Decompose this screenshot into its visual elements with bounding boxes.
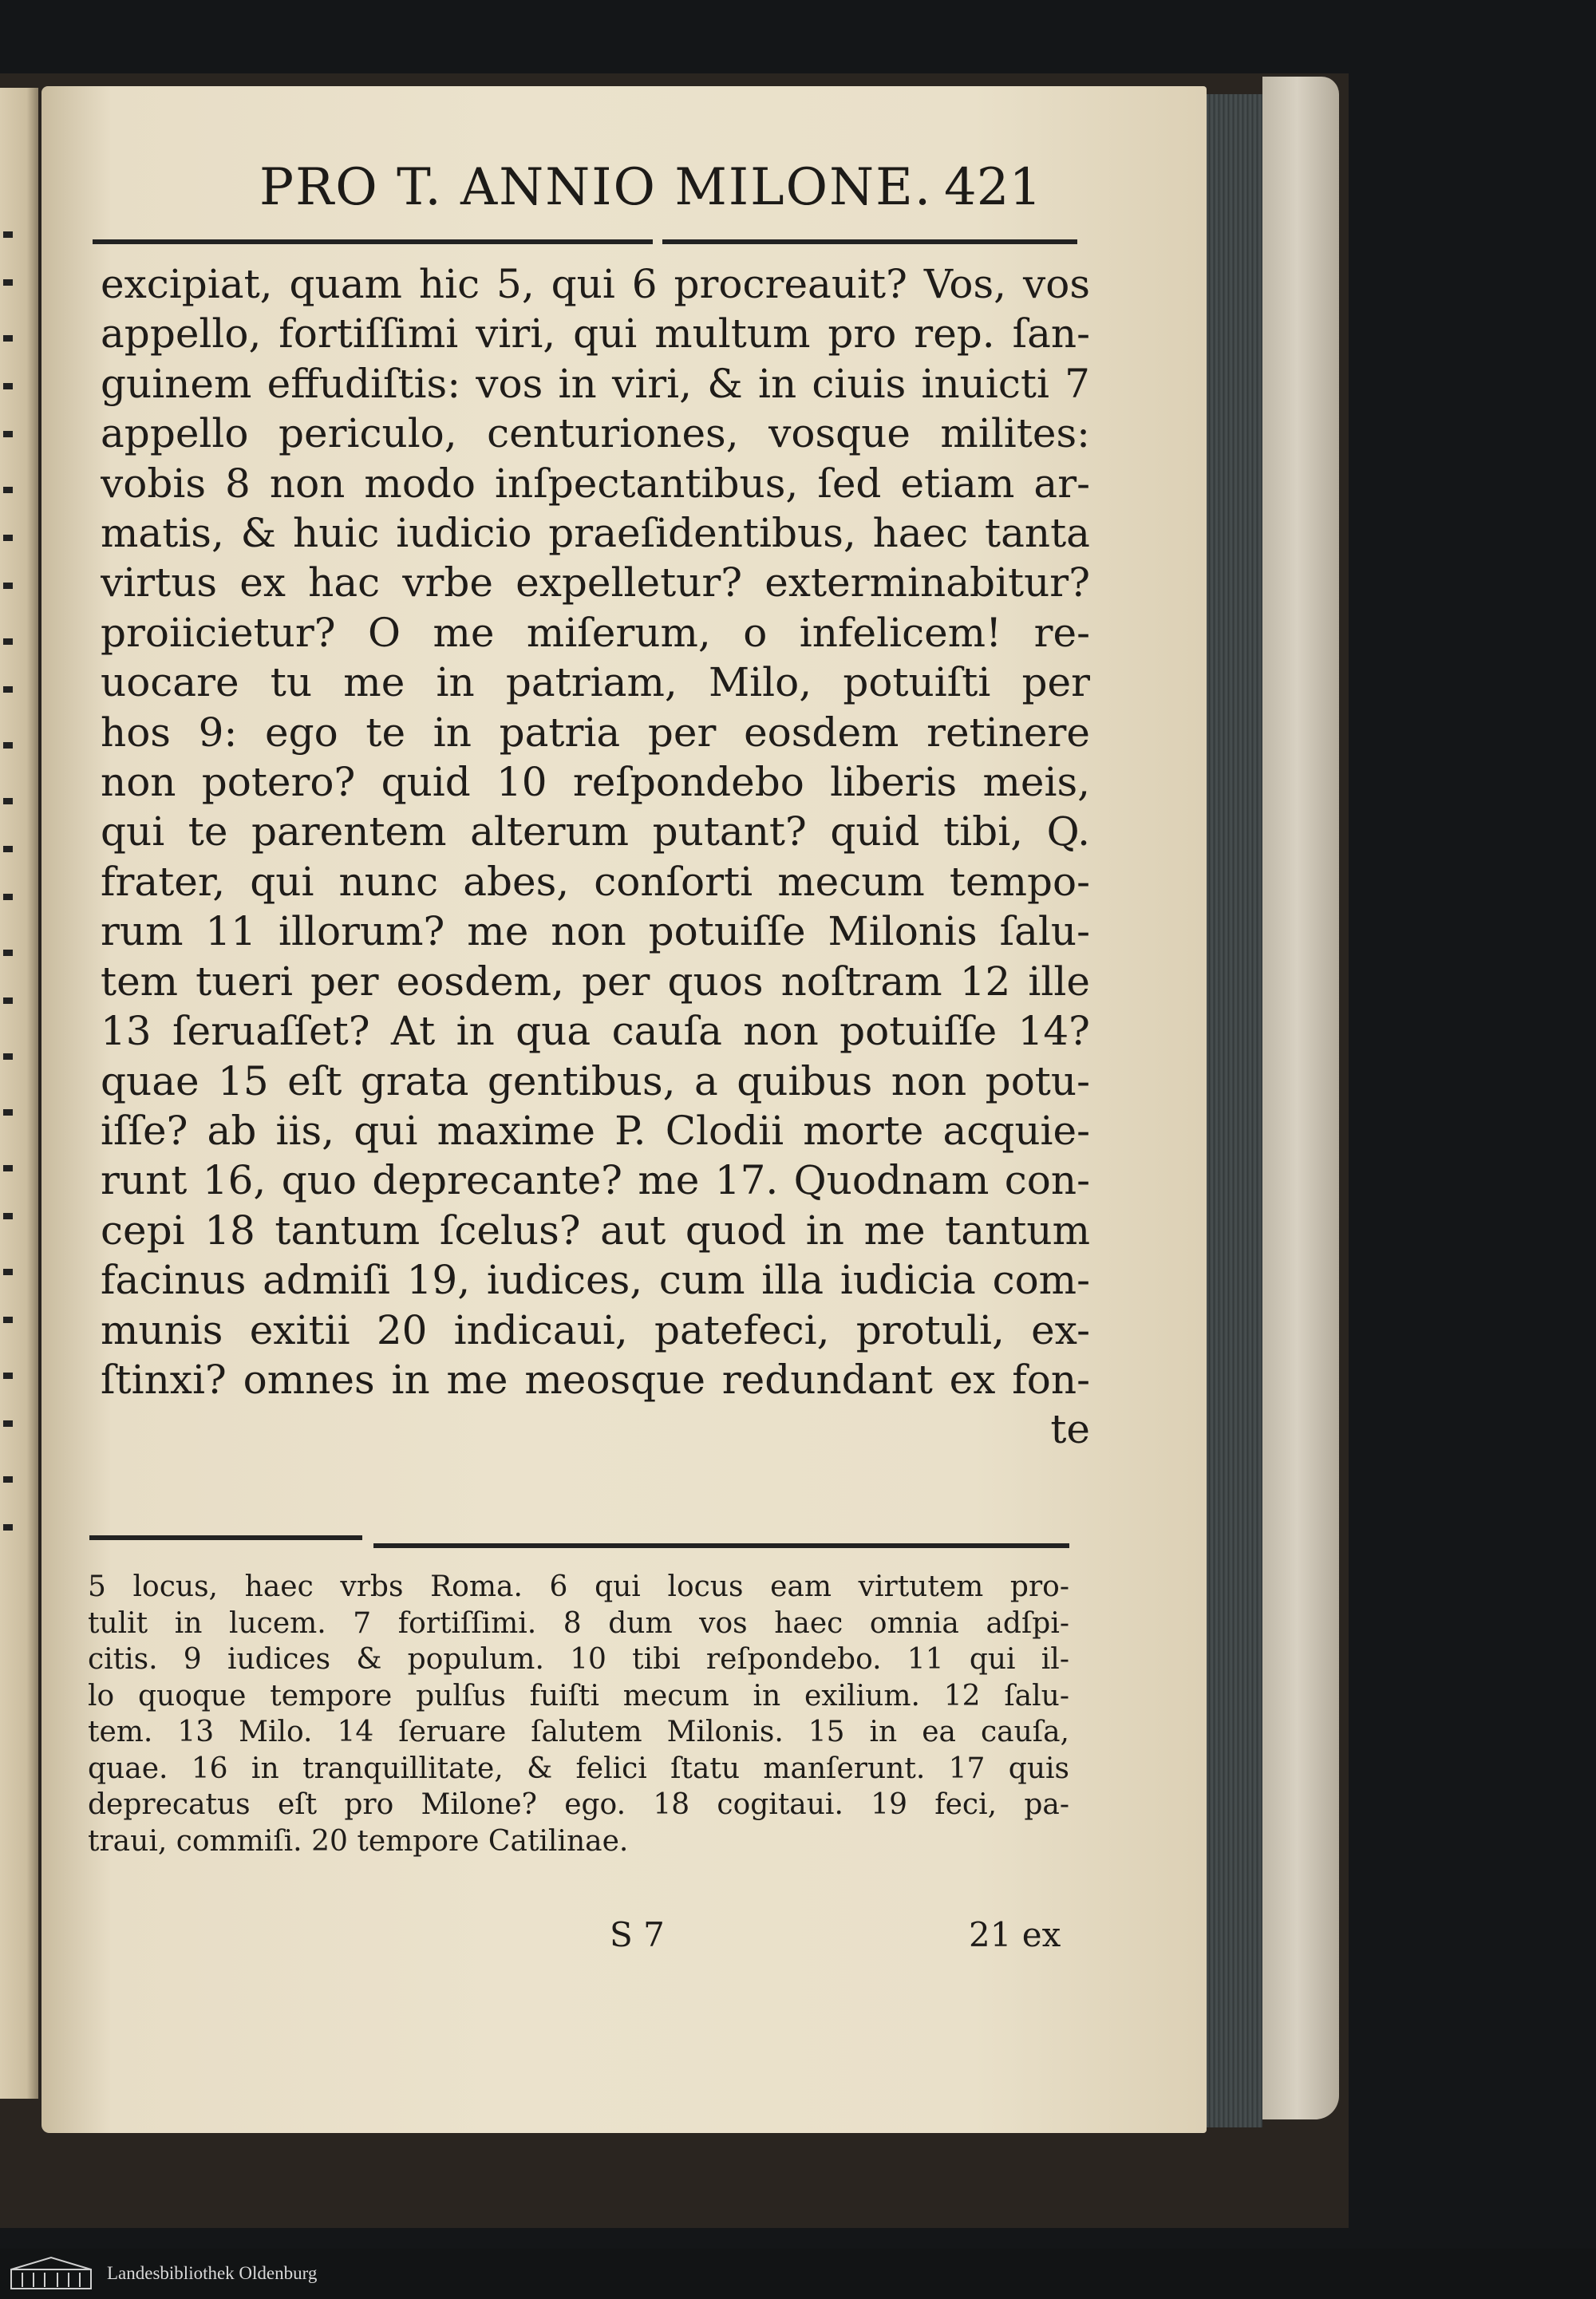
text-line: rum 11 illorum? me non potuiſſe Milonis ſalu- — [101, 908, 1090, 955]
catchword: 21 ex — [969, 1915, 1061, 1954]
library-name: Landesbibliothek Oldenburg — [107, 2263, 318, 2283]
footnote-line: lo quoque tempore pulſus fuiſti mecum in exilium. 12 ſalu- — [88, 1679, 1069, 1712]
text-line: ſtinxi? omnes in me meosque redundant ex fon- — [101, 1356, 1090, 1403]
text-line: munis exitii 20 indicaui, patefeci, protuli, ex- — [101, 1306, 1090, 1353]
footnote-rule-right — [373, 1543, 1069, 1548]
text-line: appello periculo, centuriones, vosque milites: — [101, 410, 1090, 457]
text-line: appello, fortiſſimi viri, qui multum pro rep. ſan- — [101, 310, 1090, 357]
text-last-line: te — [1050, 1406, 1090, 1453]
page-header — [88, 158, 1077, 222]
text-line: uocare tu me in patriam, Milo, potuiſti per — [101, 659, 1090, 706]
text-line: excipiat, quam hic 5, qui 6 procreauit? Vos, vos — [101, 261, 1090, 307]
text-line: quae 15 eſt grata gentibus, a quibus non potu- — [101, 1057, 1090, 1104]
left-page-edge — [0, 88, 38, 2099]
text-line: 13 ſeruaſſet? At in qua cauſa non potuiſſe 14? — [101, 1008, 1090, 1055]
text-line: non potero? quid 10 reſpondebo liberis meis, — [101, 759, 1090, 806]
footnote-line: 5 locus, haec vrbs Roma. 6 qui locus eam virtutem pro- — [88, 1570, 1069, 1603]
text-line: virtus ex hac vrbe expelletur? exterminabitur? — [101, 559, 1090, 606]
text-line: facinus admiſi 19, iudices, cum illa iudicia com- — [101, 1257, 1090, 1304]
book-cover-edge — [1262, 77, 1339, 2119]
text-line: vobis 8 non modo inſpectantibus, ſed etiam ar- — [101, 460, 1090, 507]
footnote-line: citis. 9 iudices & populum. 10 tibi reſpondebo. 11 qui il- — [88, 1643, 1069, 1676]
signature-mark: S 7 — [610, 1915, 665, 1954]
footnote-line: tem. 13 Milo. 14 ſeruare ſalutem Milonis. 15 in ea cauſa, — [88, 1716, 1069, 1748]
text-line: hos 9: ego te in patria per eosdem retinere — [101, 709, 1090, 756]
header-rule-left — [93, 239, 653, 244]
footnote-line: tulit in lucem. 7 fortiſſimi. 8 dum vos haec omnia adſpi- — [88, 1606, 1069, 1640]
footnote-line: quae. 16 in tranquillitate, & felici ſtatu manſerunt. 17 quis — [88, 1752, 1069, 1785]
text-line: frater, qui nunc abes, conſorti mecum tempo- — [101, 858, 1090, 905]
page-number: 421 — [944, 158, 1042, 217]
text-line: iſſe? ab iis, qui maxime P. Clodii morte acquie- — [101, 1107, 1090, 1154]
footnote-line: deprecatus eſt pro Milone? ego. 18 cogitaui. 19 feci, pa- — [88, 1788, 1069, 1821]
main-text — [101, 259, 1090, 1455]
footer-bar — [0, 2249, 1596, 2299]
text-line: qui te parentem alterum putant? quid tibi, Q. — [101, 808, 1090, 855]
text-line: matis, & huic iudicio praeſidentibus, haec tanta — [101, 510, 1090, 557]
footnotes — [88, 1569, 1069, 1859]
footnote-line — [88, 1823, 1069, 1860]
header-rule-right — [662, 239, 1077, 244]
footnote-text: traui, commiſi. — [88, 1824, 302, 1858]
footnote-rule-left — [89, 1535, 362, 1540]
footnote-text: 20 tempore Catilinae. — [311, 1824, 629, 1858]
running-head: PRO T. ANNIO MILONE. — [259, 158, 933, 217]
library-building-icon — [10, 2255, 93, 2290]
text-line: tem tueri per eosdem, per quos noſtram 12 ille — [101, 958, 1090, 1005]
text-line: proiicietur? O me miſerum, o infelicem! re- — [101, 609, 1090, 656]
text-line: runt 16, quo deprecante? me 17. Quodnam con- — [101, 1157, 1090, 1204]
text-line: guinem effudiſtis: vos in viri, & in ciuis inuicti 7 — [101, 360, 1090, 407]
text-line: cepi 18 tantum ſcelus? aut quod in me tantum — [101, 1207, 1090, 1254]
